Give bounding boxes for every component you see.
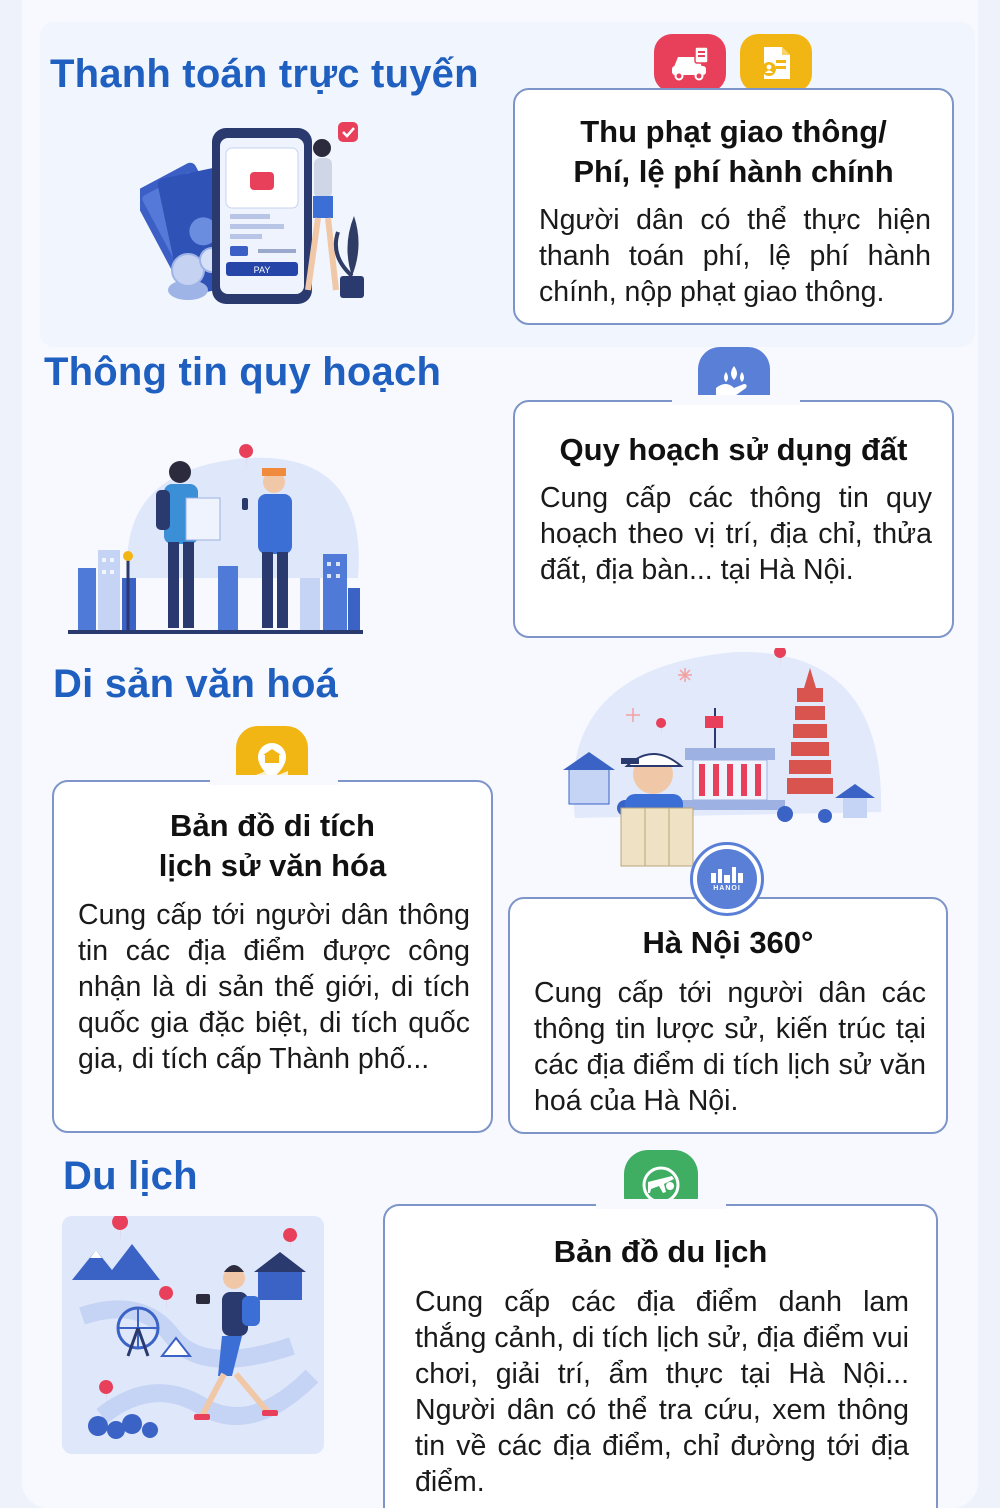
planning-card-description: Cung cấp các thông tin quy hoạch theo vị trí, địa chỉ, thửa đất, địa bàn... tại Hà Nội. — [540, 482, 932, 586]
pay-button-label: PAY — [253, 265, 271, 275]
hanoi-badge-label: HANOI — [713, 885, 741, 892]
hanoi-360-badge-icon — [690, 842, 764, 916]
travel-map-card — [383, 1204, 938, 1508]
card-border-gap — [672, 395, 800, 405]
section-title-planning: Thông tin quy hoạch — [44, 350, 442, 394]
payment-service-card — [513, 88, 954, 325]
section-title-payment: Thanh toán trực tuyến — [50, 52, 479, 96]
heritage-map-card — [52, 780, 493, 1133]
section-title-tourism: Du lịch — [63, 1154, 198, 1198]
admin-fee-document-icon — [740, 34, 812, 92]
payment-card-title-line2: Phí, lệ phí hành chính — [573, 154, 894, 189]
hanoi-360-card — [508, 897, 948, 1134]
card-border-gap — [210, 775, 338, 785]
section-title-heritage: Di sản văn hoá — [53, 662, 339, 706]
online-payment-illustration — [140, 100, 380, 310]
hanoi-badge-inner — [697, 849, 757, 909]
heritage-map-card-description: Cung cấp tới người dân thông tin các địa điểm được công nhận là di sản thế giới, di tích quốc gia đặc biệt, di tích quốc gia, di tích cấp Thành phố... — [78, 899, 470, 1075]
hanoi-360-card-title: Hà Nội 360° — [642, 925, 814, 960]
traffic-fine-icon — [654, 34, 726, 92]
heritage-map-card-title-line1: Bản đồ di tích — [170, 808, 375, 843]
land-use-planning-card — [513, 400, 954, 638]
travel-map-illustration — [62, 1216, 324, 1454]
payment-card-description: Người dân có thể thực hiện thanh toán phí, lệ phí hành chính, nộp phạt giao thông. — [539, 204, 931, 308]
payment-card-title-line1: Thu phạt giao thông/ — [580, 114, 887, 149]
urban-planning-illustration — [68, 438, 363, 638]
hanoi-360-card-description: Cung cấp tới người dân các thông tin lược sử, kiến trúc tại các địa điểm di tích lịch sử văn hoá của Hà Nội. — [534, 977, 926, 1117]
planning-card-title: Quy hoạch sử dụng đất — [559, 432, 908, 467]
travel-map-card-title: Bản đồ du lịch — [553, 1234, 768, 1269]
heritage-map-card-title-line2: lịch sử văn hóa — [158, 848, 387, 883]
travel-map-card-description: Cung cấp các địa điểm danh lam thắng cảnh, di tích lịch sử, địa điểm vui chơi, giải trí, ẩm thực tại Hà Nội... Người dân có thể tra cứu, xem thông tin về các địa điểm, chỉ đường tới địa điểm. — [415, 1286, 909, 1498]
card-border-gap — [596, 1199, 726, 1209]
